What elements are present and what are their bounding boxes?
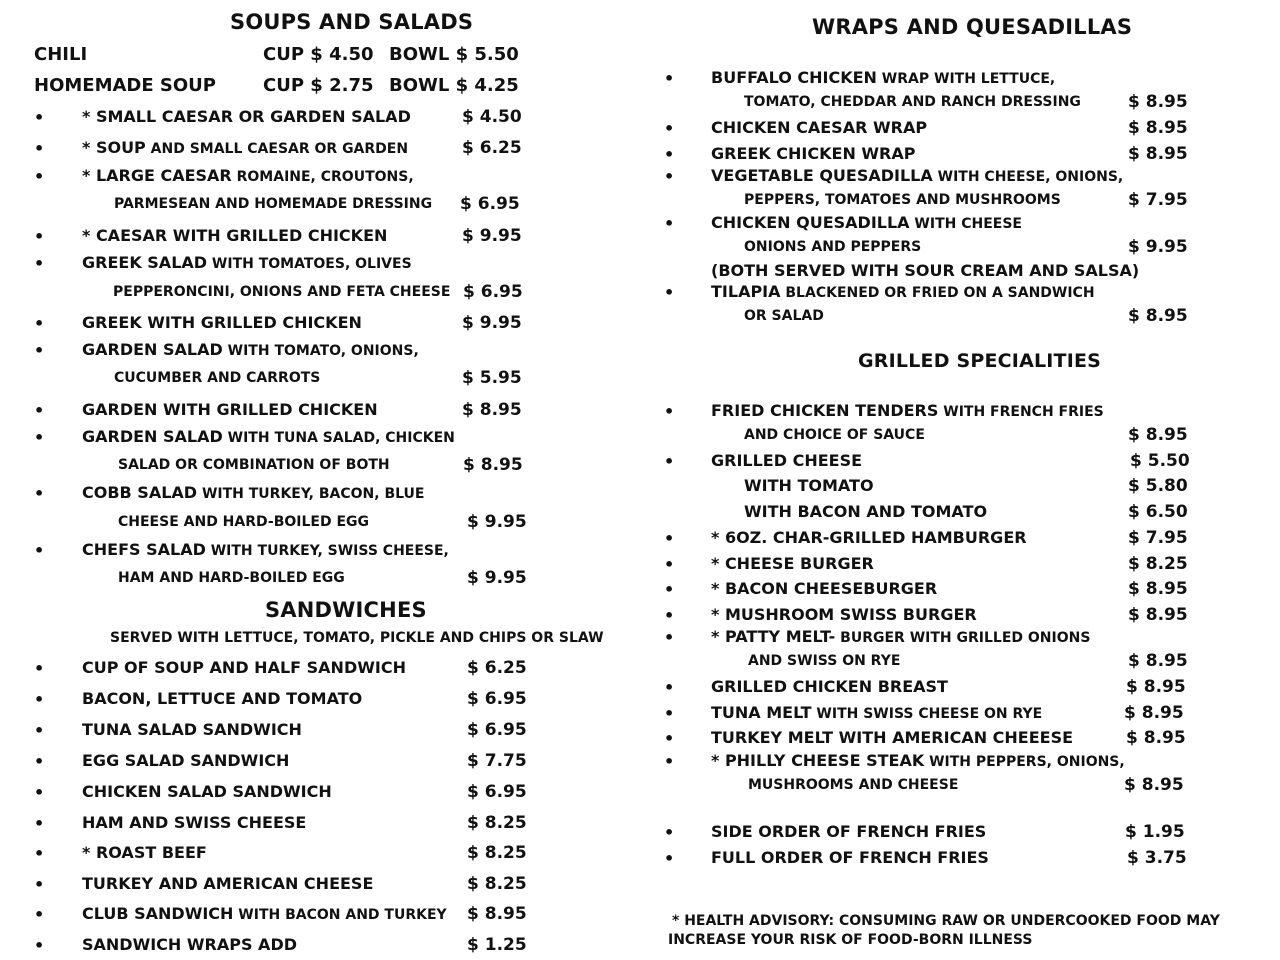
item-name: * SMALL CAESAR OR GARDEN SALAD — [82, 107, 411, 126]
bullet: • — [34, 139, 45, 158]
wraps-note: (BOTH SERVED WITH SOUR CREAM AND SALSA) — [711, 261, 1140, 280]
item-title — [82, 138, 408, 157]
grilled-cheese-option-price: $ 5.80 — [1128, 476, 1188, 496]
bullet: • — [664, 678, 675, 697]
soups-salads-heading: SOUPS AND SALADS — [230, 10, 474, 34]
item-title — [82, 313, 362, 332]
bullet: • — [34, 814, 45, 833]
item-title — [82, 483, 424, 502]
item-price: $ 8.95 — [1128, 118, 1188, 138]
item-name: * PHILLY CHEESE STEAK — [711, 751, 925, 770]
chili-cup-price: CUP $ 4.50 — [263, 44, 374, 65]
bullet: • — [34, 659, 45, 678]
item-description-cont: PEPPERONCINI, ONIONS AND FETA CHEESE — [113, 284, 451, 300]
bullet: • — [664, 167, 675, 186]
item-name: SIDE ORDER OF FRENCH FRIES — [711, 822, 987, 841]
item-title — [711, 605, 977, 624]
bullet: • — [34, 905, 45, 924]
bullet: • — [34, 341, 45, 360]
item-description-cont: PEPPERS, TOMATOES AND MUSHROOMS — [744, 192, 1061, 208]
item-title — [711, 282, 1095, 301]
item-price: $ 6.95 — [460, 194, 520, 214]
bullet: • — [34, 227, 45, 246]
bullet: • — [664, 214, 675, 233]
item-price: $ 6.95 — [467, 720, 527, 740]
item-title — [82, 340, 419, 359]
bullet: • — [664, 529, 675, 548]
item-name: GRILLED CHICKEN BREAST — [711, 677, 948, 696]
item-price: $ 8.95 — [1126, 677, 1186, 697]
item-description: WITH PEPPERS, ONIONS, — [924, 754, 1125, 770]
item-name: FULL ORDER OF FRENCH FRIES — [711, 848, 989, 867]
soup-name: HOMEMADE SOUP — [34, 75, 216, 96]
item-title — [82, 813, 306, 832]
item-description-cont: PARMESEAN AND HOMEMADE DRESSING — [114, 196, 433, 212]
item-title — [82, 253, 412, 272]
item-name: CHICKEN CAESAR WRAP — [711, 118, 928, 137]
item-title — [82, 166, 414, 185]
item-title — [711, 166, 1123, 185]
item-name: VEGETABLE QUESADILLA — [711, 166, 933, 185]
wraps-quesadillas-heading: WRAPS AND QUESADILLAS — [812, 15, 1133, 39]
item-price: $ 9.95 — [467, 512, 527, 532]
item-name: TURKEY MELT WITH AMERICAN CHEEESE — [711, 728, 1074, 747]
item-description: WITH FRENCH FRIES — [938, 404, 1104, 420]
item-price: $ 8.95 — [463, 455, 523, 475]
item-description-cont: HAM AND HARD-BOILED EGG — [118, 570, 345, 586]
bullet: • — [664, 555, 675, 574]
item-name: * PATTY MELT- — [711, 627, 836, 646]
item-price: $ 9.95 — [462, 226, 522, 246]
item-title — [82, 400, 378, 419]
item-description-cont: TOMATO, CHEDDAR AND RANCH DRESSING — [744, 94, 1081, 110]
item-title — [82, 689, 362, 708]
item-description-cont: ONIONS AND PEPPERS — [744, 239, 922, 255]
item-name: GREEK SALAD — [82, 253, 208, 272]
item-price: $ 1.95 — [1125, 822, 1185, 842]
bullet: • — [34, 167, 45, 186]
item-description-cont: OR SALAD — [744, 308, 824, 324]
item-name: BACON, LETTUCE AND TOMATO — [82, 689, 363, 708]
item-name: GREEK CHICKEN WRAP — [711, 144, 916, 163]
item-price: $ 6.95 — [463, 282, 523, 302]
item-description-cont: AND CHOICE OF SAUCE — [744, 427, 925, 443]
soup-cup-price: CUP $ 2.75 — [263, 75, 374, 96]
item-price: $ 8.95 — [1126, 728, 1186, 748]
bullet: • — [34, 752, 45, 771]
item-title — [82, 540, 449, 559]
item-name: BUFFALO CHICKEN — [711, 68, 877, 87]
item-name: * CAESAR WITH GRILLED CHICKEN — [82, 226, 388, 245]
bullet: • — [34, 314, 45, 333]
item-name: GREEK WITH GRILLED CHICKEN — [82, 313, 362, 332]
grilled-cheese-option-price: $ 6.50 — [1128, 502, 1188, 522]
item-title — [82, 843, 207, 862]
item-title — [711, 118, 927, 137]
soup-bowl-price: BOWL $ 4.25 — [389, 75, 519, 96]
item-title — [82, 658, 406, 677]
chili-name: CHILI — [34, 44, 88, 65]
item-title — [711, 451, 862, 470]
item-price: $ 9.95 — [462, 313, 522, 333]
item-name: * 6OZ. CHAR-GRILLED HAMBURGER — [711, 528, 1027, 547]
item-price: $ 6.95 — [467, 689, 527, 709]
item-description: WITH TUNA SALAD, CHICKEN — [222, 430, 455, 446]
item-price: $ 5.95 — [462, 368, 522, 388]
item-price: $ 8.95 — [1128, 144, 1188, 164]
item-title — [711, 528, 1027, 547]
item-description: BLACKENED OR FRIED ON A SANDWICH — [780, 285, 1095, 301]
bullet: • — [664, 145, 675, 164]
item-price: $ 8.25 — [467, 813, 527, 833]
bullet: • — [664, 729, 675, 748]
bullet: • — [664, 402, 675, 421]
item-title — [82, 226, 387, 245]
bullet: • — [34, 541, 45, 560]
item-price: $ 8.95 — [467, 904, 527, 924]
item-title — [711, 144, 915, 163]
bullet: • — [34, 108, 45, 127]
item-description: AND SMALL CAESAR OR GARDEN — [145, 141, 409, 157]
item-name: GARDEN SALAD — [82, 340, 223, 359]
item-name: EGG SALAD SANDWICH — [82, 751, 290, 770]
item-description: WITH CHEESE — [909, 216, 1022, 232]
item-title — [711, 213, 1022, 232]
grilled-cheese-option: WITH TOMATO — [744, 476, 874, 495]
item-price: $ 8.95 — [1128, 579, 1188, 599]
item-title — [711, 822, 986, 841]
item-price: $ 8.95 — [1128, 425, 1188, 445]
item-price: $ 8.25 — [467, 874, 527, 894]
bullet: • — [34, 875, 45, 894]
item-price: $ 9.95 — [467, 568, 527, 588]
item-title — [711, 554, 874, 573]
grilled-specialities-heading: GRILLED SPECIALITIES — [858, 350, 1102, 372]
bullet: • — [664, 823, 675, 842]
item-description: WRAP WITH LETTUCE, — [876, 71, 1056, 87]
item-name: TUNA SALAD SANDWICH — [82, 720, 302, 739]
item-title — [711, 627, 1090, 646]
item-name: COBB SALAD — [82, 483, 198, 502]
item-price: $ 4.50 — [462, 107, 522, 127]
bullet: • — [34, 428, 45, 447]
item-name: CHEFS SALAD — [82, 540, 206, 559]
item-description: WITH BACON AND TURKEY — [233, 907, 447, 923]
item-title — [82, 751, 289, 770]
item-title — [82, 720, 302, 739]
item-description: WITH CHEESE, ONIONS, — [932, 169, 1124, 185]
item-description: WITH TOMATO, ONIONS, — [222, 343, 419, 359]
bullet: • — [664, 452, 675, 471]
item-name: CLUB SANDWICH — [82, 904, 234, 923]
item-title — [711, 751, 1125, 770]
item-price: $ 1.25 — [467, 935, 527, 955]
bullet: • — [664, 849, 675, 868]
item-title — [711, 848, 989, 867]
item-name: CHICKEN SALAD SANDWICH — [82, 782, 332, 801]
bullet: • — [34, 254, 45, 273]
item-name: TUNA MELT — [711, 703, 812, 722]
item-name: * CHEESE BURGER — [711, 554, 874, 573]
item-description: WITH TURKEY, SWISS CHEESE, — [205, 543, 449, 559]
item-name: SANDWICH WRAPS ADD — [82, 935, 297, 954]
item-price: $ 6.25 — [467, 658, 527, 678]
item-name: CUP OF SOUP AND HALF SANDWICH — [82, 658, 406, 677]
item-name: GARDEN WITH GRILLED CHICKEN — [82, 400, 378, 419]
item-price: $ 8.95 — [1124, 703, 1184, 723]
item-name: CHICKEN QUESADILLA — [711, 213, 910, 232]
item-name: FRIED CHICKEN TENDERS — [711, 401, 939, 420]
item-name: TURKEY AND AMERICAN CHEESE — [82, 874, 374, 893]
item-title — [82, 904, 447, 923]
item-price: $ 6.25 — [462, 138, 522, 158]
item-price: $ 8.25 — [1128, 554, 1188, 574]
item-description-cont: CHEESE AND HARD-BOILED EGG — [118, 514, 370, 530]
item-price: $ 8.95 — [1128, 651, 1188, 671]
bullet: • — [664, 752, 675, 771]
item-title — [711, 401, 1104, 420]
item-name: * MUSHROOM SWISS BURGER — [711, 605, 977, 624]
bullet: • — [34, 690, 45, 709]
item-title — [711, 677, 948, 696]
item-price: $ 8.95 — [462, 400, 522, 420]
sandwiches-note: SERVED WITH LETTUCE, TOMATO, PICKLE AND CHIPS OR SLAW — [110, 630, 604, 646]
sandwiches-heading: SANDWICHES — [265, 598, 427, 622]
bullet: • — [34, 484, 45, 503]
item-title — [711, 68, 1055, 87]
bullet: • — [34, 721, 45, 740]
item-price: $ 7.75 — [467, 751, 527, 771]
item-name: TILAPIA — [711, 282, 781, 301]
bullet: • — [664, 283, 675, 302]
bullet: • — [664, 69, 675, 88]
bullet: • — [664, 119, 675, 138]
item-title — [711, 728, 1073, 747]
item-price: $ 9.95 — [1128, 237, 1188, 257]
health-advisory-line2: INCREASE YOUR RISK OF FOOD-BORN ILLNESS — [668, 932, 1033, 948]
bullet: • — [34, 844, 45, 863]
item-description: WITH TURKEY, BACON, BLUE — [197, 486, 425, 502]
health-advisory-line1: * HEALTH ADVISORY: CONSUMING RAW OR UNDERCOOKED FOOD MAY — [672, 913, 1220, 929]
item-description: WITH TOMATOES, OLIVES — [207, 256, 412, 272]
item-name: GARDEN SALAD — [82, 427, 223, 446]
item-title — [711, 703, 1042, 722]
bullet: • — [34, 783, 45, 802]
grilled-cheese-option: WITH BACON AND TOMATO — [744, 502, 988, 521]
item-name: * BACON CHEESEBURGER — [711, 579, 938, 598]
item-name: GRILLED CHEESE — [711, 451, 863, 470]
item-price: $ 8.95 — [1128, 605, 1188, 625]
bullet: • — [34, 401, 45, 420]
item-title — [82, 427, 455, 446]
item-price: $ 3.75 — [1127, 848, 1187, 868]
item-price: $ 8.95 — [1128, 92, 1188, 112]
item-name: * ROAST BEEF — [82, 843, 207, 862]
item-title — [711, 579, 937, 598]
item-description: WITH SWISS CHEESE ON RYE — [811, 706, 1043, 722]
bullet: • — [34, 936, 45, 955]
item-price: $ 6.95 — [467, 782, 527, 802]
item-description-cont: AND SWISS ON RYE — [748, 653, 901, 669]
bullet: • — [664, 704, 675, 723]
item-price: $ 8.95 — [1124, 775, 1184, 795]
item-description: ROMAINE, CROUTONS, — [231, 169, 414, 185]
item-price: $ 8.25 — [467, 843, 527, 863]
bullet: • — [664, 606, 675, 625]
chili-bowl-price: BOWL $ 5.50 — [389, 44, 519, 65]
item-title — [82, 935, 297, 954]
item-name: * SOUP — [82, 138, 146, 157]
bullet: • — [664, 628, 675, 647]
item-name: * LARGE CAESAR — [82, 166, 232, 185]
item-description: BURGER WITH GRILLED ONIONS — [835, 630, 1091, 646]
bullet: • — [664, 580, 675, 599]
item-description-cont: CUCUMBER AND CARROTS — [114, 370, 321, 386]
item-price: $ 5.50 — [1130, 451, 1190, 471]
item-price: $ 8.95 — [1128, 306, 1188, 326]
item-title — [82, 107, 411, 126]
item-title — [82, 874, 373, 893]
item-price: $ 7.95 — [1128, 190, 1188, 210]
item-description-cont: SALAD OR COMBINATION OF BOTH — [118, 457, 390, 473]
item-title — [82, 782, 332, 801]
item-name: HAM AND SWISS CHEESE — [82, 813, 307, 832]
item-price: $ 7.95 — [1128, 528, 1188, 548]
item-description-cont: MUSHROOMS AND CHEESE — [748, 777, 959, 793]
